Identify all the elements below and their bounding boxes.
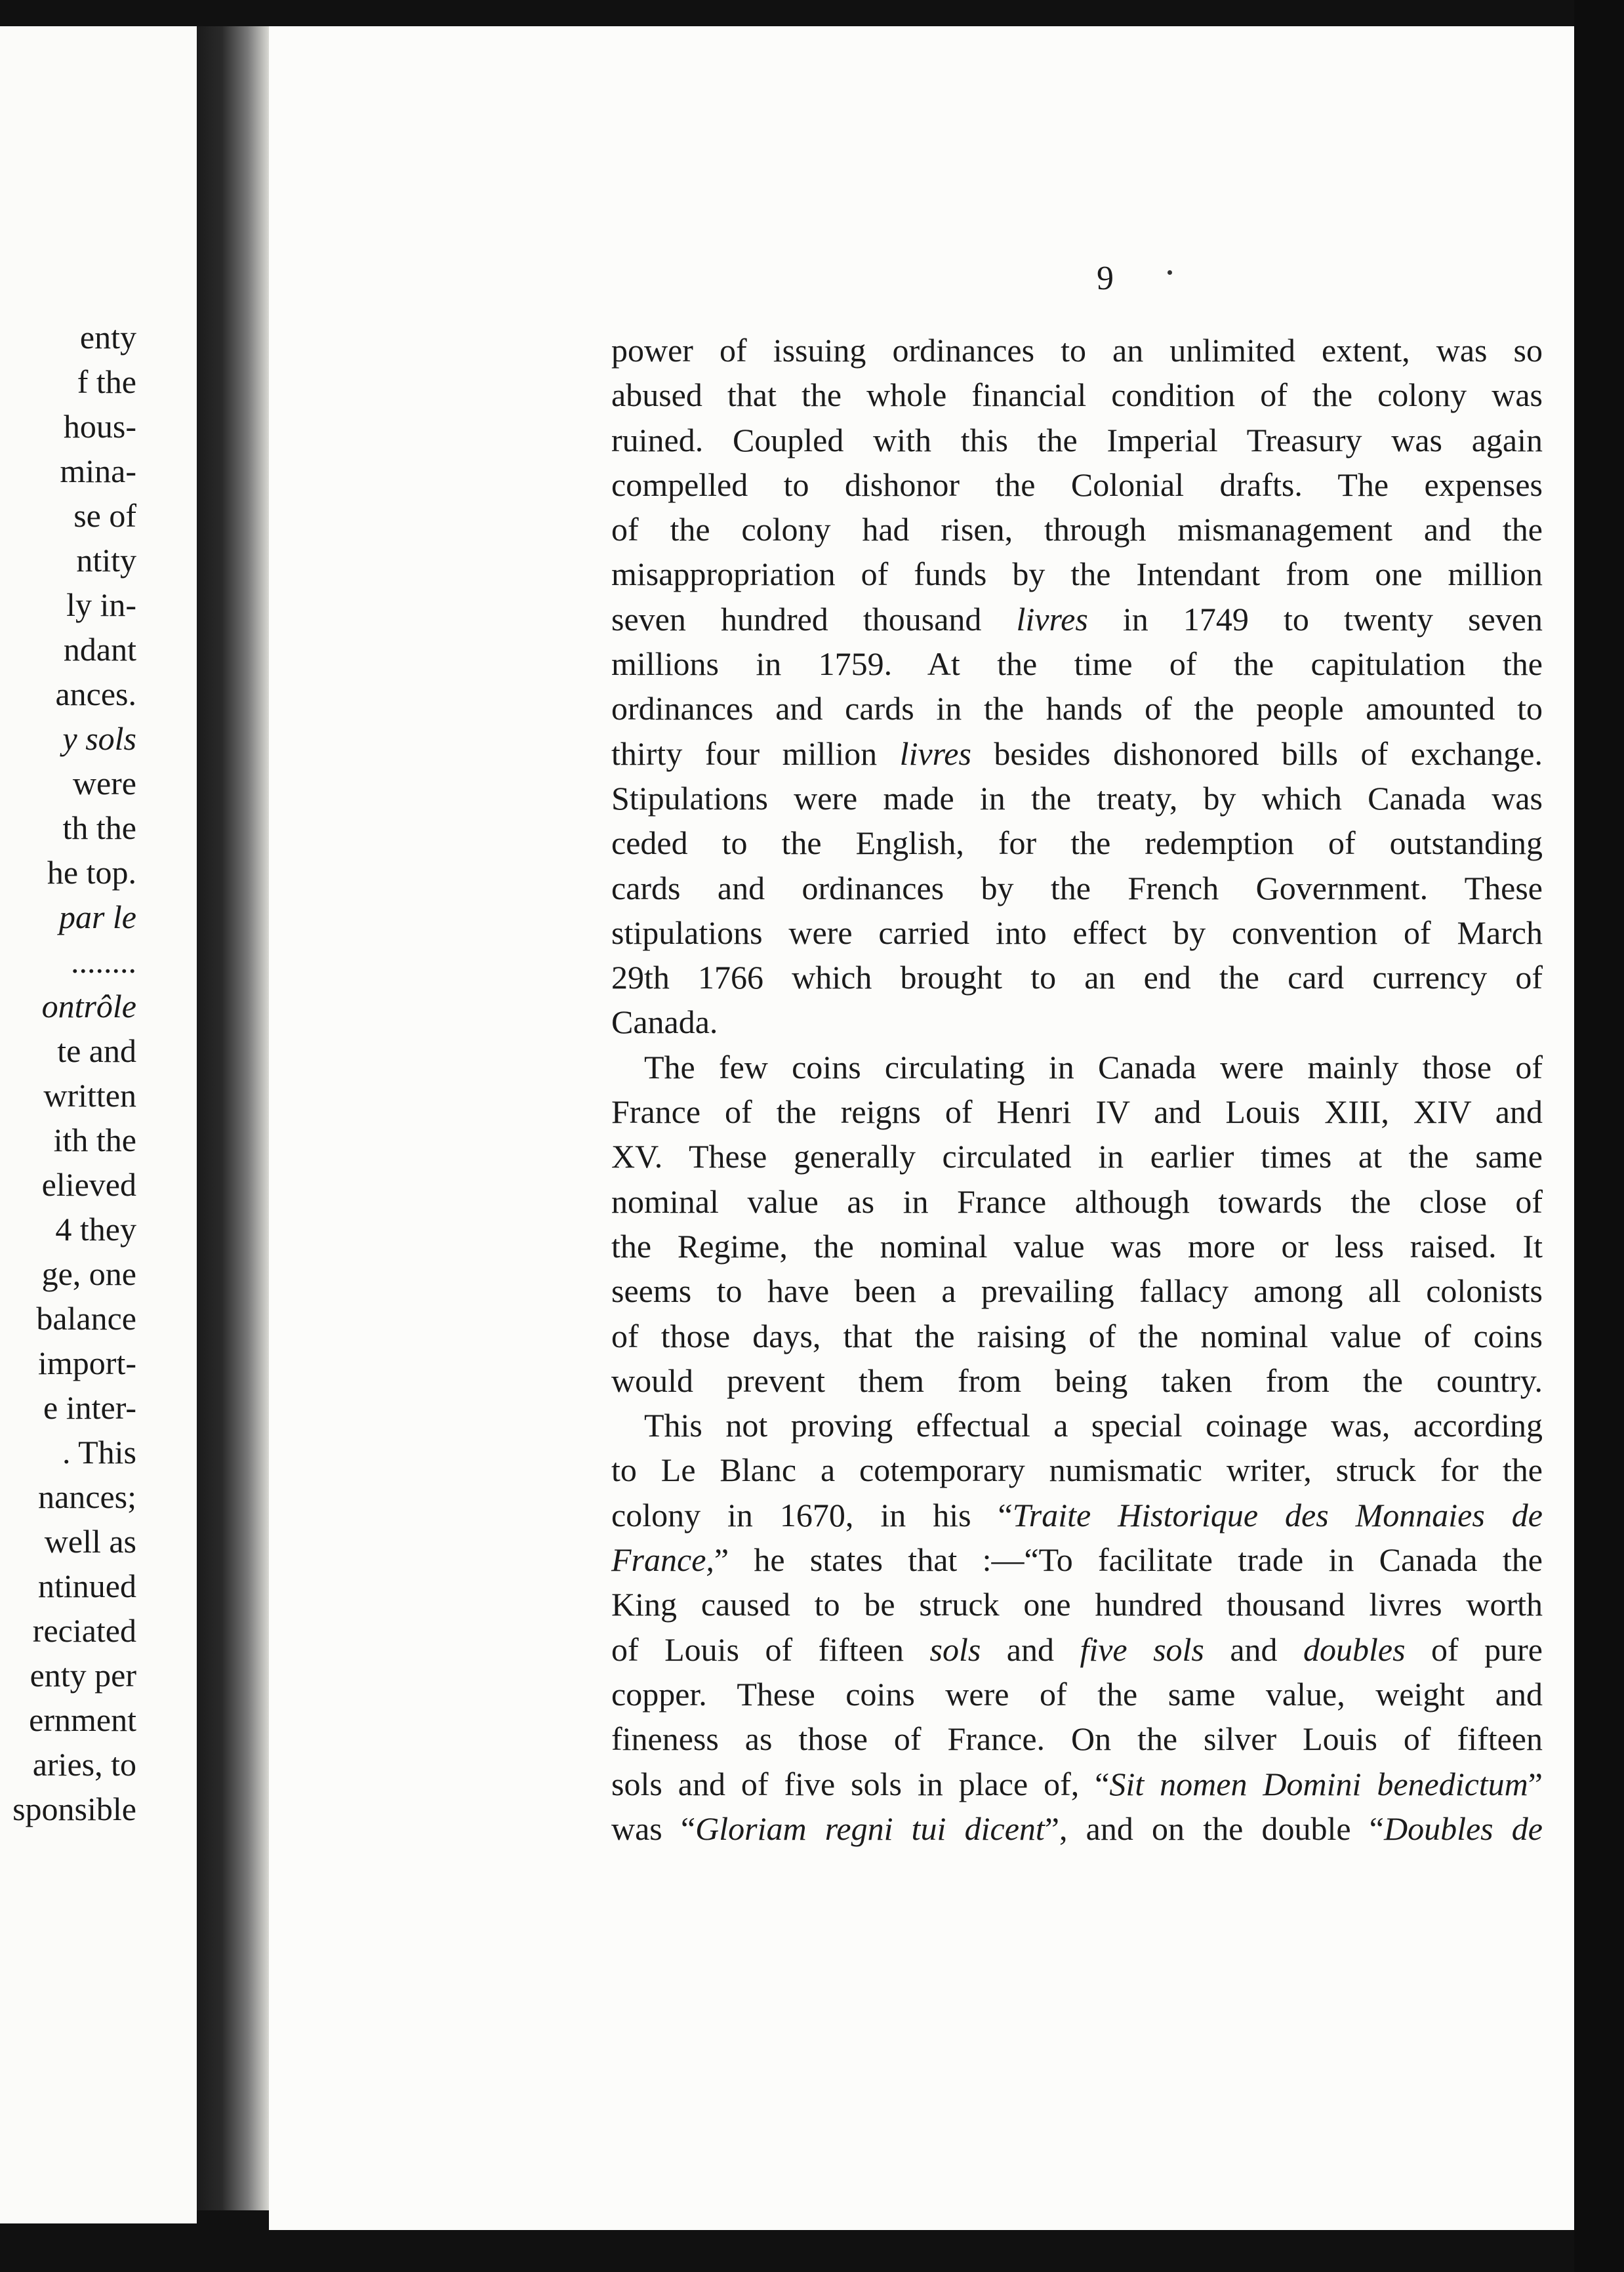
text-line: power of issuing ordinances to an unlimited extent, was so <box>611 332 1543 369</box>
previous-page-line: . This <box>62 1434 136 1471</box>
text-line: of the colony had risen, through mismanagement and the <box>611 511 1543 548</box>
text-line: of Louis of fifteen sols and five sols and doubles of pure <box>611 1631 1543 1668</box>
text-line: Canada. <box>611 1004 718 1041</box>
previous-page-line: f the <box>77 363 136 400</box>
ink-speck <box>1167 270 1172 275</box>
text-line: colony in 1670, in his “Traite Historique des Monnaies de <box>611 1496 1543 1533</box>
text-line: XV. These generally circulated in earlier times at the same <box>611 1138 1543 1175</box>
text-line: of those days, that the raising of the nominal value of coins <box>611 1317 1543 1354</box>
previous-page-line: ly in- <box>66 586 136 623</box>
previous-page-line: balance <box>36 1300 136 1337</box>
previous-page-line: enty <box>79 319 136 355</box>
text-line: abused that the whole financial condition of the colony was <box>611 376 1543 414</box>
previous-page-line: ntity <box>76 542 136 578</box>
text-line: to Le Blanc a cotemporary numismatic writer, struck for the <box>611 1451 1543 1489</box>
previous-page-line: par le <box>58 899 136 935</box>
previous-page-line: nances; <box>38 1478 136 1515</box>
text-line: ruined. Coupled with this the Imperial Treasury was again <box>611 421 1543 458</box>
text-line: ceded to the English, for the redemption of outstanding <box>611 824 1543 862</box>
previous-page-line: he top. <box>47 854 136 891</box>
previous-page-line: ances. <box>55 676 136 712</box>
previous-page-line-endings <box>0 315 136 1831</box>
text-line: France,” he states that :—“To facilitate trade in Canada the <box>611 1541 1543 1579</box>
previous-page-line: 4 they <box>55 1211 136 1248</box>
text-line: stipulations were carried into effect by convention of March <box>611 914 1543 951</box>
scan-border <box>1574 0 1624 2272</box>
previous-page-line: ernment <box>29 1701 136 1738</box>
text-line: copper. These coins were of the same value, weight and <box>611 1675 1543 1713</box>
text-line: would prevent them from being taken from the country. <box>611 1362 1543 1399</box>
previous-page-line: ........ <box>71 943 136 980</box>
text-line: was “Gloriam regni tui dicent”, and on the double “Doubles de <box>611 1810 1543 1847</box>
page <box>269 26 1574 2230</box>
text-line: King caused to be struck one hundred thousand livres worth <box>611 1586 1543 1623</box>
previous-page-line: elieved <box>41 1166 136 1203</box>
text-line: ordinances and cards in the hands of the people amounted to <box>611 690 1543 727</box>
text-line: millions in 1759. At the time of the capitulation the <box>611 645 1543 683</box>
text-line: misappropriation of funds by the Intendant from one million <box>611 556 1543 593</box>
text-line: compelled to dishonor the Colonial drafts. The expenses <box>611 466 1543 503</box>
text-line: nominal value as in France although towards the close of <box>611 1183 1543 1220</box>
page-number: 9 <box>1097 260 1114 297</box>
text-line: France of the reigns of Henri IV and Louis XIII, XIV and <box>611 1093 1543 1131</box>
text-line: 29th 1766 which brought to an end the card currency of <box>611 959 1543 996</box>
previous-page-line: e inter- <box>43 1389 136 1426</box>
previous-page-line: were <box>72 765 136 801</box>
previous-page-line: sponsible <box>12 1791 136 1827</box>
previous-page-line: se of <box>73 497 136 534</box>
previous-page-line: well as <box>44 1523 136 1560</box>
text-line: Stipulations were made in the treaty, by which Canada was <box>611 779 1543 817</box>
previous-page-line: written <box>43 1077 136 1114</box>
previous-page-line: ontrôle <box>41 988 136 1024</box>
previous-page-fragment <box>0 26 197 2223</box>
previous-page-line: hous- <box>63 408 136 445</box>
previous-page-line: enty per <box>30 1657 136 1694</box>
text-line: seems to have been a prevailing fallacy among all colonists <box>611 1272 1543 1310</box>
text-line: The few coins circulating in Canada were mainly those of <box>644 1048 1543 1085</box>
previous-page-line: y sols <box>62 720 136 757</box>
previous-page-line: import- <box>38 1345 136 1381</box>
previous-page-line: te and <box>57 1032 136 1069</box>
previous-page-line: ith the <box>53 1122 136 1158</box>
text-line: sols and of five sols in place of, “Sit nomen Domini benedictum” <box>611 1765 1543 1802</box>
previous-page-line: reciated <box>32 1612 136 1649</box>
text-line: fineness as those of France. On the silver Louis of fifteen <box>611 1720 1543 1758</box>
previous-page-line: th the <box>62 809 136 846</box>
previous-page-line: ntinued <box>38 1568 136 1604</box>
previous-page-line: aries, to <box>32 1746 136 1783</box>
text-line: cards and ordinances by the French Government. These <box>611 869 1543 906</box>
previous-page-line: ndant <box>63 631 136 668</box>
previous-page-line: ge, one <box>41 1255 136 1292</box>
text-line: seven hundred thousand livres in 1749 to twenty seven <box>611 600 1543 638</box>
previous-page-line: mina- <box>60 453 136 489</box>
text-line: This not proving effectual a special coinage was, according <box>644 1407 1543 1444</box>
text-line: thirty four million livres besides dishonored bills of exchange. <box>611 735 1543 772</box>
body-text <box>611 328 1543 1851</box>
text-line: the Regime, the nominal value was more or less raised. It <box>611 1227 1543 1265</box>
book-gutter <box>197 26 269 2210</box>
